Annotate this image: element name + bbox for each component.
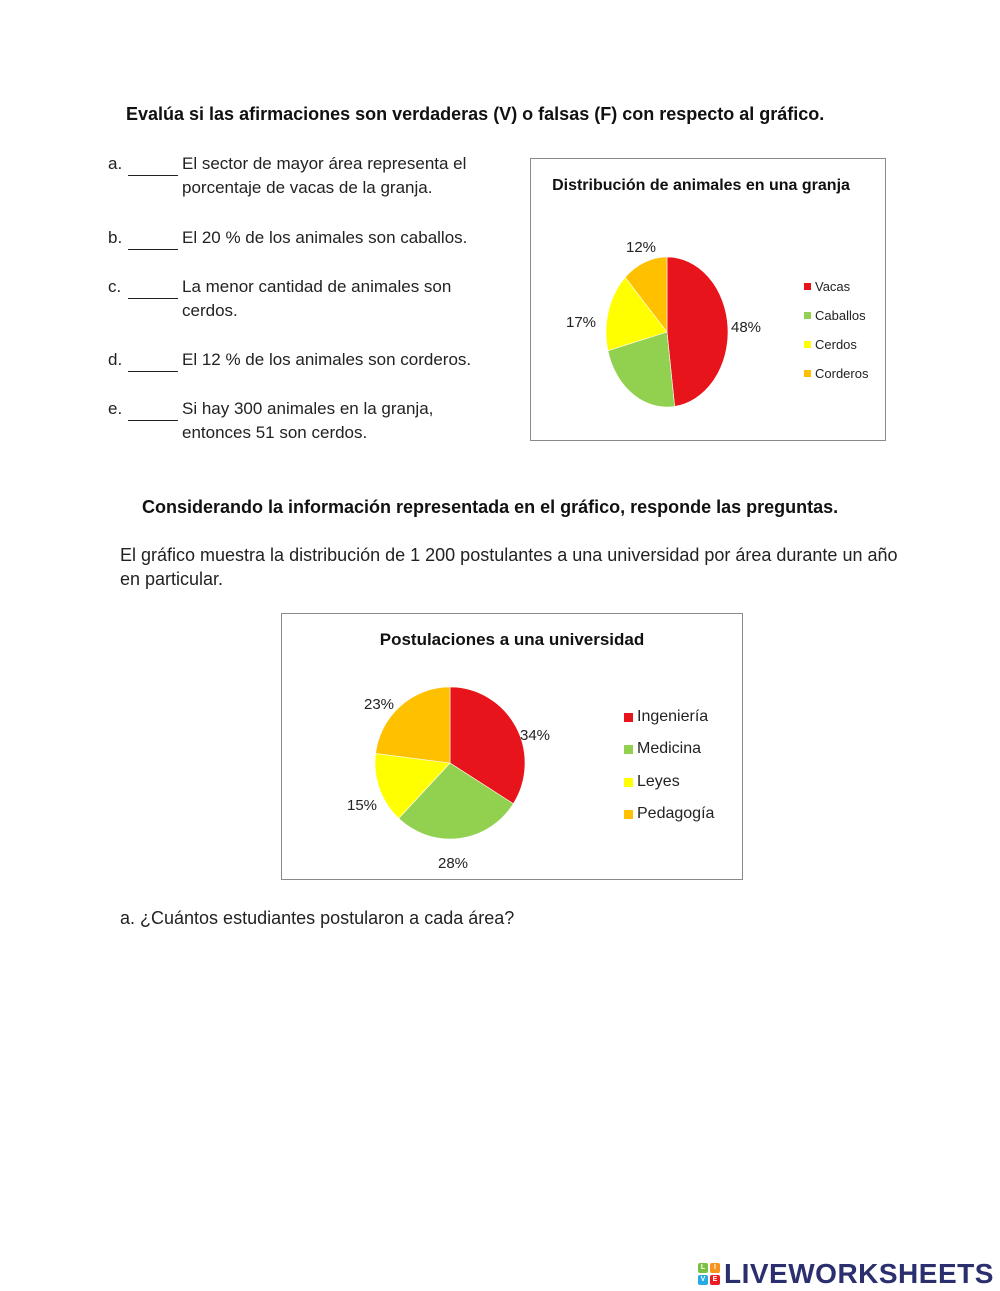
legend-label: Cerdos (815, 337, 857, 352)
legend-swatch (624, 713, 633, 722)
legend-vacas (804, 279, 850, 294)
legend-swatch (804, 370, 811, 377)
brand-name: LIVEWORKSHEETS (724, 1258, 994, 1289)
legend-caballos (804, 308, 866, 323)
legend-swatch (624, 810, 633, 819)
chart-university-title: Postulaciones a una universidad (379, 630, 645, 649)
pie-label-cerdos: 17% (566, 314, 597, 331)
legend-medicina (624, 740, 701, 758)
legend-swatch (624, 745, 633, 754)
section2-heading: Considerando la información representada en el gráfico, responde las preguntas. (142, 497, 839, 517)
legend-label: Caballos (815, 308, 866, 323)
statement-letter: a. (108, 154, 123, 173)
pie-label-ingenieria: 34% (520, 727, 551, 744)
chart-animals-title: Distribución de animales en una granja (552, 177, 850, 194)
pie-label-pedagogia: 23% (364, 696, 395, 713)
legend-label: Ingeniería (637, 708, 709, 725)
legend-label: Medicina (637, 740, 702, 757)
legend-swatch (804, 341, 811, 348)
statement-text: La menor cantidad de animales son cerdos. (182, 277, 452, 320)
legend-swatch (804, 283, 811, 290)
legend-swatch (804, 312, 811, 319)
statement-c (108, 275, 508, 323)
chart-university (281, 613, 743, 880)
answer-blank-a[interactable] (128, 152, 178, 176)
legend-swatch (624, 778, 633, 787)
pie-slice-vacas (667, 257, 728, 406)
question-a: a. ¿Cuántos estudiantes postularon a cada área? (120, 908, 515, 928)
legend-label: Leyes (637, 773, 680, 790)
legend-label: Corderos (815, 366, 869, 381)
statement-a (108, 152, 508, 200)
statement-text: El 20 % de los animales son caballos. (182, 228, 468, 247)
section2-paragraph: El gráfico muestra la distribución de 1 200 postulantes a una universidad por área durante un año en particular. (120, 545, 898, 589)
legend-label: Pedagogía (637, 805, 715, 822)
statement-text: Si hay 300 animales en la granja, entonces 51 son cerdos. (182, 399, 434, 442)
legend-pedagogia (624, 805, 714, 823)
legend-ingenieria (624, 708, 708, 726)
legend-cerdos (804, 337, 857, 352)
statement-b (108, 226, 508, 250)
pie-label-corderos: 12% (626, 239, 657, 256)
statement-letter: b. (108, 228, 123, 247)
pie-label-vacas: 48% (731, 319, 762, 336)
statement-letter: d. (108, 350, 123, 369)
chart-animals-pie (531, 159, 885, 440)
statement-letter: e. (108, 399, 123, 418)
pie-label-medicina: 28% (438, 855, 469, 872)
answer-blank-c[interactable] (128, 275, 178, 299)
section1-heading: Evalúa si las afirmaciones son verdaderas (V) o falsas (F) con respecto al gráfico. (126, 104, 825, 124)
answer-blank-b[interactable] (128, 226, 178, 250)
statement-letter: c. (108, 277, 122, 296)
statement-text: El sector de mayor área representa el porcentaje de vacas de la granja. (182, 154, 467, 197)
chart-animals (530, 158, 886, 441)
legend-label: Vacas (815, 279, 851, 294)
legend-corderos (804, 366, 868, 381)
answer-blank-e[interactable] (128, 397, 178, 421)
brand-mark-icon: L I V E (698, 1263, 720, 1285)
statement-text: El 12 % de los animales son corderos. (182, 350, 472, 369)
brand-logo (698, 1258, 994, 1290)
answer-blank-d[interactable] (128, 348, 178, 372)
legend-leyes (624, 773, 680, 791)
pie-label-leyes: 15% (347, 797, 378, 814)
statement-e (108, 397, 508, 445)
statement-d (108, 348, 508, 372)
